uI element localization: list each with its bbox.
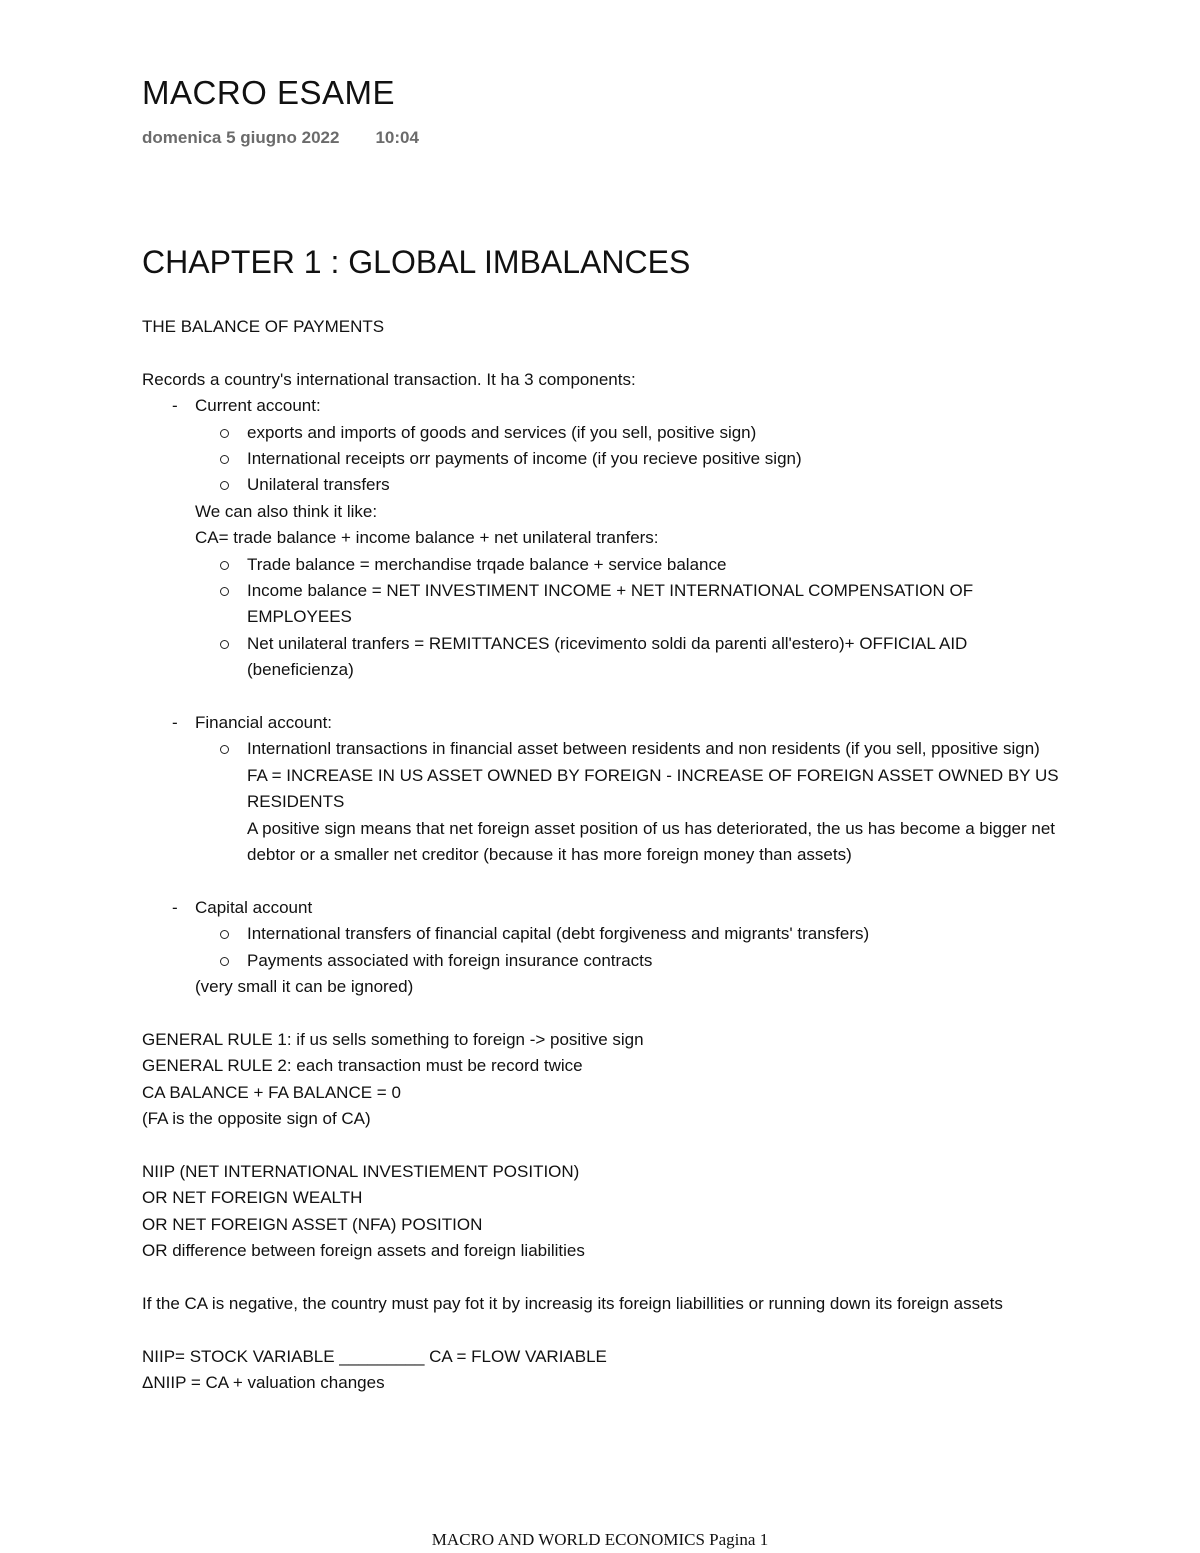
chapter-heading: CHAPTER 1 : GLOBAL IMBALANCES (142, 244, 691, 280)
capital-note: (very small it can be ignored) (195, 977, 414, 997)
list-subitem: International receipts orr payments of income (if you recieve positive sign) (142, 446, 1072, 472)
dash-bullet-icon: - (172, 897, 178, 917)
list-subitem: Payments associated with foreign insurance contracts (142, 948, 1072, 974)
page-footer: MACRO AND WORLD ECONOMICS Pagina 1 (431, 1530, 769, 1549)
list-subitem: Trade balance = merchandise trqade balance + service balance (142, 552, 1072, 578)
niip-line: NIIP (NET INTERNATIONAL INVESTIEMENT POSITION) (142, 1161, 580, 1181)
circle-bullet-icon (220, 429, 229, 438)
fa-explanation: A positive sign means that net foreign asset position of us has deteriorated, the us has become a bigger net debtor or a smaller net creditor (because it has more foreign money than assets) (247, 818, 1055, 865)
section-title: THE BALANCE OF PAYMENTS (142, 317, 385, 336)
think-line: We can also think it like: (195, 501, 378, 521)
rule-line: GENERAL RULE 2: each transaction must be record twice (142, 1056, 583, 1076)
niip-line: OR NET FOREIGN WEALTH (142, 1188, 363, 1208)
rule-line: CA BALANCE + FA BALANCE = 0 (142, 1082, 401, 1102)
circle-bullet-icon (220, 640, 229, 649)
rule-line: GENERAL RULE 1: if us sells something to foreign -> positive sign (142, 1029, 644, 1049)
circle-bullet-icon (220, 561, 229, 570)
note-body (142, 314, 1072, 1397)
list-subitem: exports and imports of goods and services (if you sell, positive sign) (142, 420, 1072, 446)
stock-flow-line: NIIP= STOCK VARIABLE _________ CA = FLOW VARIABLE (142, 1346, 607, 1366)
circle-bullet-icon (220, 930, 229, 939)
circle-bullet-icon (220, 957, 229, 966)
circle-bullet-icon (220, 745, 229, 754)
list-subitem: Internationl transactions in financial asset between residents and non residents (if you sell, ppositive sign) (142, 736, 1072, 762)
page-date-time (142, 128, 419, 148)
circle-bullet-icon (220, 455, 229, 464)
page-title: MACRO ESAME (142, 74, 396, 111)
intro-text: Records a country's international transaction. It ha 3 components: (142, 369, 636, 389)
ca-formula: CA= trade balance + income balance + net unilateral tranfers: (195, 528, 659, 548)
list-item-financial-account: - Financial account: (142, 710, 1072, 736)
page-date: domenica 5 giugno 2022 (142, 128, 340, 147)
circle-bullet-icon (220, 481, 229, 490)
fa-formula: FA = INCREASE IN US ASSET OWNED BY FOREIGN - INCREASE OF FOREIGN ASSET OWNED BY US RESIDENTS (247, 765, 1059, 812)
dash-bullet-icon: - (172, 713, 178, 733)
list-subitem: Unilateral transfers (142, 472, 1072, 498)
list-subitem: Net unilateral tranfers = REMITTANCES (ricevimento soldi da parenti all'estero)+ OFFICIAL AID (beneficienza) (142, 631, 1072, 684)
delta-niip-line: ΔNIIP = CA + valuation changes (142, 1373, 385, 1393)
list-subitem: International transfers of financial capital (debt forgiveness and migrants' transfers) (142, 921, 1072, 947)
niip-line: OR difference between foreign assets and foreign liabilities (142, 1241, 585, 1261)
list-item-capital-account: - Capital account (142, 895, 1072, 921)
circle-bullet-icon (220, 587, 229, 596)
ca-negative-text: If the CA is negative, the country must pay fot it by increasig its foreign liabillities or running down its foreign assets (142, 1293, 1003, 1313)
page-time: 10:04 (375, 128, 419, 147)
list-subitem: Income balance = NET INVESTIMENT INCOME + NET INTERNATIONAL COMPENSATION OF EMPLOYEES (142, 578, 1072, 631)
niip-line: OR NET FOREIGN ASSET (NFA) POSITION (142, 1214, 483, 1234)
dash-bullet-icon: - (172, 396, 178, 416)
rule-line: (FA is the opposite sign of CA) (142, 1109, 371, 1129)
list-item-current-account: - Current account: (142, 393, 1072, 419)
